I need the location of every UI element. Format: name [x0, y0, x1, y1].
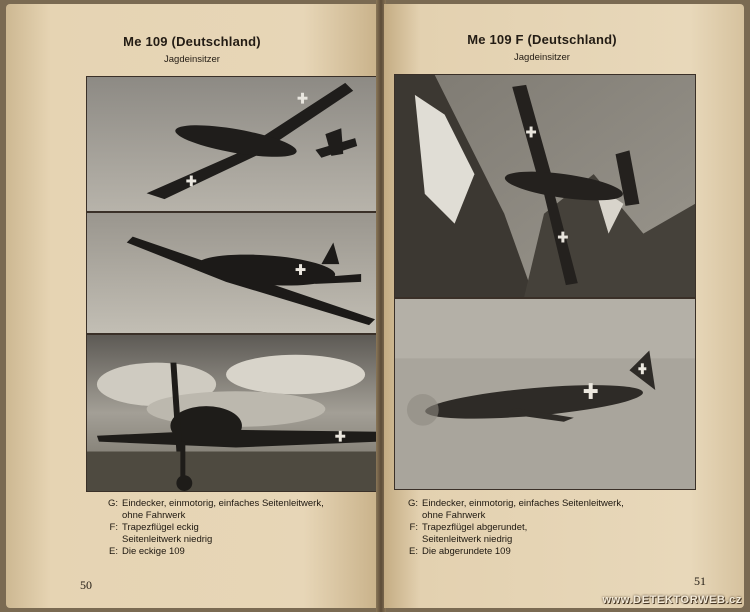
- caption-key: [402, 534, 422, 546]
- me109-photo-bottom: [86, 334, 380, 492]
- caption-row: [102, 510, 374, 522]
- caption-row: [102, 498, 374, 510]
- caption-row: [102, 534, 374, 546]
- caption-row: [402, 522, 702, 534]
- caption-key: [102, 510, 122, 522]
- caption-row: [102, 546, 374, 558]
- right-page-caption: [402, 498, 702, 558]
- me109f-photo-mountains: [394, 74, 696, 298]
- caption-key: F:: [109, 522, 118, 533]
- caption-row: [402, 546, 702, 558]
- caption-key: E:: [409, 546, 418, 557]
- caption-text: Trapezflügel abgerundet,: [422, 522, 528, 533]
- caption-key: [102, 534, 122, 546]
- caption-key: G:: [107, 498, 118, 509]
- caption-text: ohne Fahrwerk: [422, 510, 486, 521]
- caption-text: Seitenleitwerk niedrig: [122, 534, 213, 545]
- left-page-number: 50: [80, 578, 92, 592]
- caption-text: Eindecker, einmotorig, einfaches Seitenleitwerk,: [422, 498, 624, 509]
- caption-key: F:: [409, 522, 418, 533]
- left-page-subtitle: Jagdeinsitzer: [164, 54, 220, 65]
- right-page-subtitle: Jagdeinsitzer: [514, 52, 570, 63]
- me109-photo-top: [86, 76, 380, 212]
- left-page: [6, 4, 378, 608]
- caption-text: Seitenleitwerk niedrig: [422, 534, 513, 545]
- right-page: [384, 4, 744, 608]
- caption-row: [402, 510, 702, 522]
- caption-text: Trapezflügel eckig: [122, 522, 199, 533]
- right-page-number: 51: [694, 574, 706, 588]
- left-page-caption: [102, 498, 374, 558]
- caption-key: G:: [407, 498, 418, 509]
- me109f-photo-side: [394, 298, 696, 490]
- right-page-title: Me 109 F (Deutschland): [467, 32, 617, 47]
- watermark: www.DETEKTORWEB.cz: [602, 594, 742, 606]
- caption-row: [402, 498, 702, 510]
- caption-text: Eindecker, einmotorig, einfaches Seitenleitwerk,: [122, 498, 324, 509]
- caption-key: [402, 510, 422, 522]
- caption-row: [102, 522, 374, 534]
- caption-key: E:: [109, 546, 118, 557]
- me109-photo-middle: [86, 212, 380, 334]
- caption-text: Die abgerundete 109: [422, 546, 511, 557]
- caption-text: ohne Fahrwerk: [122, 510, 186, 521]
- caption-text: Die eckige 109: [122, 546, 185, 557]
- left-page-title: Me 109 (Deutschland): [123, 34, 261, 49]
- caption-row: [402, 534, 702, 546]
